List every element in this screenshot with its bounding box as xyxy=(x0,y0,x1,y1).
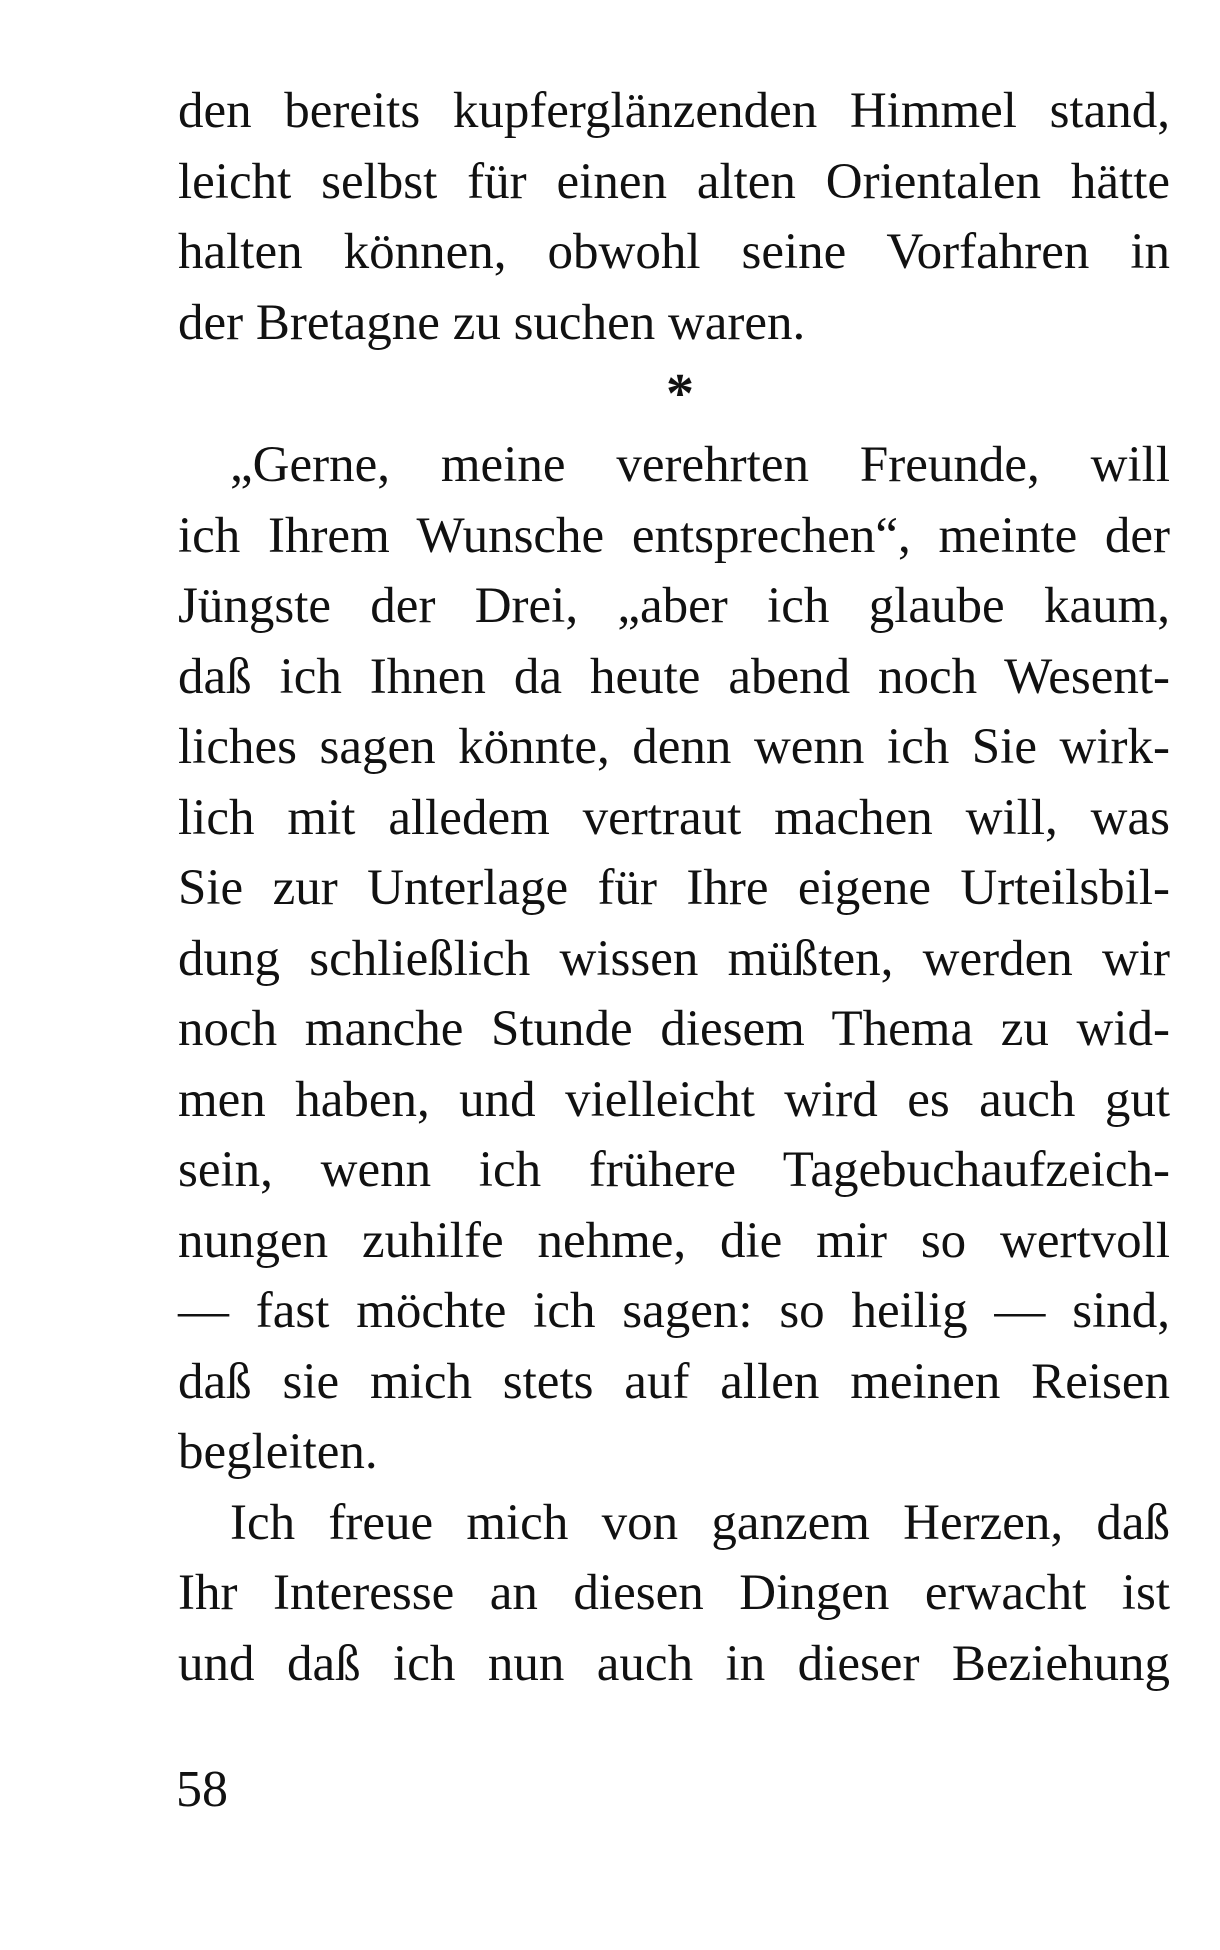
text-line: halten können, obwohl seine Vorfahren in xyxy=(178,224,1170,280)
text-line: Ihr Interesse an diesen Dingen erwacht ist xyxy=(178,1565,1170,1621)
text-line: men haben, und vielleicht wird es auch gut xyxy=(178,1071,1170,1128)
page-number: 58 xyxy=(176,1761,228,1818)
text-line: begleiten. xyxy=(178,1424,378,1480)
text-line: — fast möchte ich sagen: so heilig — sind, xyxy=(178,1283,1170,1339)
text-line: Sie zur Unterlage für Ihre eigene Urteilsbil- xyxy=(178,860,1170,916)
text-line: Jüngste der Drei, „aber ich glaube kaum, xyxy=(178,578,1170,634)
text-line: daß ich Ihnen da heute abend noch Wesent- xyxy=(178,648,1170,705)
paragraph xyxy=(178,1488,1170,1700)
text-line: nungen zuhilfe nehme, die mir so wertvoll xyxy=(178,1212,1170,1269)
body-text xyxy=(178,76,1170,1699)
text-line: daß sie mich stets auf allen meinen Reisen xyxy=(178,1353,1170,1410)
text-line: ich Ihrem Wunsche entsprechen“, meinte der xyxy=(178,507,1170,564)
text-line: Ich freue mich von ganzem Herzen, daß xyxy=(230,1494,1170,1551)
text-line: dung schließlich wissen müßten, werden wir xyxy=(178,930,1170,987)
text-line: der Bretagne zu suchen waren. xyxy=(178,294,806,351)
text-line: noch manche Stunde diesem Thema zu wid- xyxy=(178,1001,1170,1057)
text-line: und daß ich nun auch in dieser Beziehung xyxy=(178,1635,1170,1692)
text-line: lich mit alledem vertraut machen will, was xyxy=(178,789,1170,846)
text-line: sein, wenn ich frühere Tagebuchaufzeich- xyxy=(178,1142,1170,1198)
paragraph xyxy=(178,430,1170,1488)
section-separator-asterisk: * xyxy=(666,363,694,425)
text-line: liches sagen könnte, denn wenn ich Sie wirk- xyxy=(178,719,1170,775)
text-line: leicht selbst für einen alten Orientalen hätte xyxy=(178,153,1170,210)
text-line: den bereits kupferglänzenden Himmel stand, xyxy=(178,83,1170,139)
text-line: „Gerne, meine verehrten Freunde, will xyxy=(230,437,1170,493)
continued-paragraph xyxy=(178,76,1170,358)
